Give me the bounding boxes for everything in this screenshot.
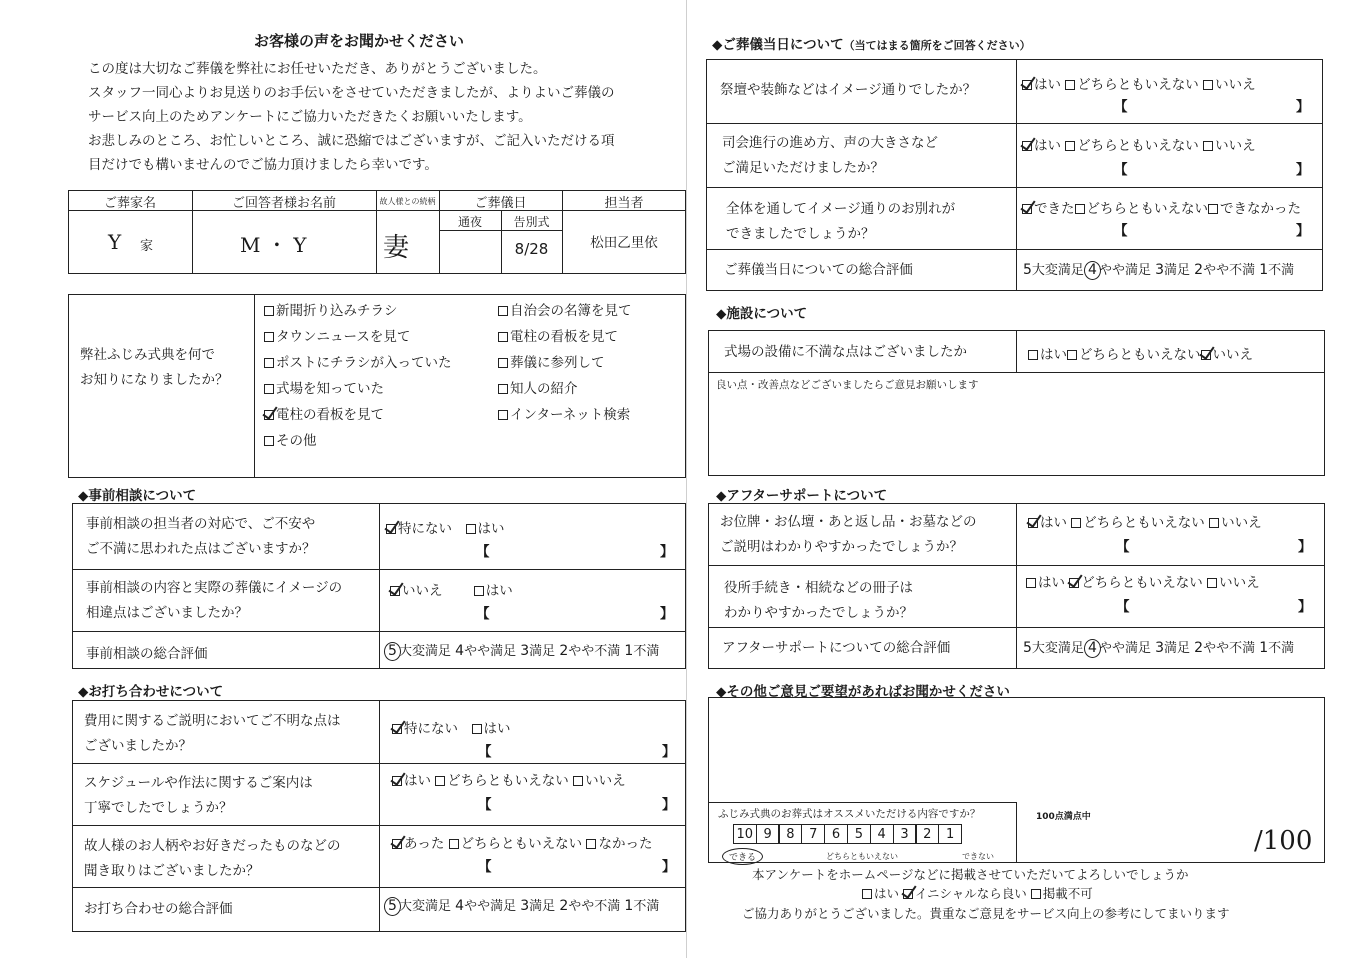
- publish-options: はい イニシャルなら良い 掲載不可: [862, 884, 1093, 902]
- bracket-close: 】: [660, 606, 674, 622]
- after-q2-options: はい どちらともいえない いいえ: [1026, 571, 1260, 591]
- bracket-open: 【: [1116, 599, 1130, 615]
- checkbox-checked[interactable]: [1022, 141, 1032, 151]
- checkbox[interactable]: [472, 724, 482, 734]
- facility-comment-area[interactable]: [714, 392, 1318, 470]
- section-prior-heading: ◆事前相談について: [78, 488, 197, 504]
- day-q3: 全体を通してイメージ通りのお別れが できましたでしょうか？: [726, 201, 956, 242]
- bracket-open: 【: [1116, 539, 1130, 555]
- checkbox-checked[interactable]: [1028, 518, 1038, 528]
- day-q3-options: できた どちらともいえない できなかった: [1022, 197, 1301, 217]
- bracket-open: 【: [478, 859, 492, 875]
- checkbox[interactable]: [1065, 141, 1075, 151]
- checkbox[interactable]: [435, 776, 445, 786]
- checkbox-checked[interactable]: [392, 724, 402, 734]
- scale-cell[interactable]: 2: [915, 824, 939, 844]
- bracket-close: 】: [662, 797, 676, 813]
- survey-title: お客様の声をお聞かせください: [254, 32, 465, 50]
- checkbox[interactable]: [498, 306, 508, 316]
- section-other-heading: ◆その他ご意見ご要望があればお聞かせください: [716, 684, 1010, 700]
- source-option-pole-sign-a[interactable]: 電柱の看板を見て: [498, 325, 618, 345]
- scale-cell[interactable]: 8: [778, 824, 802, 844]
- day-q2: 司会進行の進め方、声の大きさなど ご満足いただけましたか？: [722, 135, 938, 176]
- checkbox[interactable]: [466, 524, 476, 534]
- checkbox[interactable]: [1209, 518, 1219, 528]
- facility-q1-options: はい どちらともいえない いいえ: [1028, 343, 1253, 363]
- source-option-referral[interactable]: 知人の紹介: [498, 377, 578, 397]
- scale-cell[interactable]: 3: [893, 824, 917, 844]
- section-day-heading: ◆ご葬儀当日について（当てはまる箇所をご回答ください）: [712, 37, 1031, 53]
- bracket-open: 【: [1114, 99, 1128, 115]
- checkbox[interactable]: [498, 358, 508, 368]
- day-rating: 5大変満足 4 やや満足 3満足 2やや不満 1不満: [1023, 262, 1295, 278]
- scale-cell[interactable]: 6: [824, 824, 848, 844]
- prior-q1: 事前相談の担当者の対応で、ご不安や ご不満に思われた点はございますか？: [86, 516, 316, 557]
- checkbox[interactable]: [573, 776, 583, 786]
- after-q1: お位牌・お仏壇・あと返し品・お墓などの ご説明はわかりやすかったでしょうか？: [720, 514, 977, 555]
- checkbox[interactable]: [862, 889, 872, 899]
- recommend-question: ふじみ式典のお葬式はオススメいただける内容ですか？: [718, 808, 981, 820]
- source-option-attended[interactable]: 葬儀に参列して: [498, 351, 605, 371]
- points-value: /100: [1254, 826, 1313, 856]
- bracket-open: 【: [478, 744, 492, 760]
- checkbox-checked[interactable]: [1022, 204, 1032, 214]
- meeting-q2: スケジュールや作法に関するご案内は 丁寧でしたでしょうか？: [84, 775, 313, 816]
- meeting-q1-options: 特にない はい: [392, 717, 511, 737]
- thanks-text: ご協力ありがとうございました。貴重なご意見をサービス向上の参考にしてまいります: [742, 906, 1230, 921]
- meeting-q2-options: はい どちらともいえない いいえ: [392, 769, 626, 789]
- bracket-open: 【: [1114, 162, 1128, 178]
- source-question: 弊社ふじみ式典を何で お知りになりましたか？: [80, 347, 229, 388]
- scale-cell[interactable]: 7: [801, 824, 825, 844]
- publish-question: 本アンケートをホームページなどに掲載させていただいてよろしいでしょうか: [752, 867, 1189, 882]
- bracket-open: 【: [476, 544, 490, 560]
- relation-value: 妻: [383, 233, 410, 263]
- facility-q1: 式場の設備に不満な点はございましたか: [724, 344, 967, 360]
- header-staff: 担当者: [604, 196, 644, 211]
- header-family: ご葬家名: [103, 196, 156, 211]
- after-q3: アフターサポートについての総合評価: [722, 640, 951, 656]
- source-option-association[interactable]: 自治会の名簿を見て: [498, 299, 632, 319]
- source-option-knew-hall[interactable]: 式場を知っていた: [264, 377, 384, 397]
- checkbox[interactable]: [1203, 80, 1213, 90]
- other-comment-area[interactable]: [714, 704, 1318, 800]
- section-meeting-heading: ◆お打ち合わせについて: [78, 684, 224, 700]
- checkbox[interactable]: [1208, 204, 1218, 214]
- source-option-internet[interactable]: インターネット検索: [498, 403, 630, 423]
- scale-label-right: できない: [962, 852, 994, 861]
- checkbox[interactable]: [264, 332, 274, 342]
- checkbox-checked[interactable]: [386, 524, 396, 534]
- facility-comment-label: 良い点・改善点などございましたらご意見お願いします: [716, 379, 979, 391]
- source-option-other[interactable]: その他: [264, 429, 317, 449]
- scale-cell[interactable]: 4: [870, 824, 894, 844]
- checkbox[interactable]: [264, 306, 274, 316]
- day-q2-options: はい どちらともいえない いいえ: [1022, 134, 1256, 154]
- recommend-scale: [734, 824, 962, 844]
- after-q2: 役所手続き・相続などの冊子は わかりやすかったでしょうか？: [724, 580, 913, 621]
- header-relation: 故人様との続柄: [379, 197, 436, 206]
- checkbox-checked[interactable]: [1069, 578, 1079, 588]
- day-q4: ご葬儀当日についての総合評価: [724, 262, 913, 278]
- bracket-close: 】: [660, 544, 674, 560]
- prior-q3: 事前相談の総合評価: [86, 646, 208, 662]
- checkbox-checked[interactable]: [390, 586, 400, 596]
- prior-q2: 事前相談の内容と実際の葬儀にイメージの 相違点はございましたか？: [86, 580, 343, 621]
- meeting-q3: 故人様のお人柄やお好きだったものなどの 聞き取りはございましたか？: [84, 838, 341, 879]
- source-option-newspaper[interactable]: 新聞折り込みチラシ: [264, 299, 398, 319]
- bracket-close: 】: [1296, 162, 1310, 178]
- scale-label-left: できる: [722, 848, 763, 865]
- checkbox[interactable]: [1065, 80, 1075, 90]
- day-q1-options: はい どちらともいえない いいえ: [1022, 73, 1256, 93]
- scale-label-mid: どちらともいえない: [826, 852, 898, 861]
- checkbox-checked[interactable]: [392, 776, 402, 786]
- checkbox[interactable]: [1031, 889, 1041, 899]
- checkbox-checked[interactable]: [903, 889, 913, 899]
- respondent-name: M ・ Y: [240, 233, 307, 257]
- after-q1-options: はい どちらともいえない いいえ: [1028, 511, 1262, 531]
- checkbox[interactable]: [1203, 141, 1213, 151]
- checkbox[interactable]: [449, 839, 459, 849]
- kokubetsu-value: 8/28: [514, 240, 549, 258]
- day-q1: 祭壇や装飾などはイメージ通りでしたか？: [720, 82, 977, 98]
- page-fold: [686, 0, 687, 958]
- checkbox[interactable]: [264, 358, 274, 368]
- checkbox[interactable]: [264, 436, 274, 446]
- checkbox[interactable]: [1067, 350, 1077, 360]
- header-tsuya: 通夜: [457, 215, 482, 229]
- checkbox[interactable]: [586, 839, 596, 849]
- checkbox[interactable]: [1071, 518, 1081, 528]
- staff-value: 松田乙里依: [590, 235, 658, 251]
- scale-cell[interactable]: 1: [938, 824, 962, 844]
- header-kokubetsu: 告別式: [513, 215, 550, 229]
- section-facility-heading: ◆施設について: [716, 306, 808, 322]
- points-label: 100点満点中: [1036, 812, 1091, 822]
- scale-cell[interactable]: 9: [756, 824, 780, 844]
- section-after-heading: ◆アフターサポートについて: [716, 488, 888, 504]
- scale-cell[interactable]: 5: [847, 824, 871, 844]
- meeting-q1: 費用に関するご説明においてご不明な点は ございましたか？: [84, 713, 341, 754]
- after-rating: 5大変満足 4 やや満足 3満足 2やや不満 1不満: [1023, 640, 1295, 656]
- checkbox[interactable]: [1026, 578, 1036, 588]
- bracket-open: 【: [1114, 223, 1128, 239]
- bracket-close: 】: [662, 859, 676, 875]
- bracket-close: 】: [1296, 99, 1310, 115]
- checkbox[interactable]: [498, 410, 508, 420]
- checkbox[interactable]: [1075, 204, 1085, 214]
- source-option-flyer[interactable]: ポストにチラシが入っていた: [264, 351, 452, 371]
- checkbox[interactable]: [1028, 350, 1038, 360]
- meeting-q4: お打ち合わせの総合評価: [84, 901, 233, 917]
- source-option-pole-sign-b[interactable]: 電柱の看板を見て: [264, 403, 384, 423]
- checkbox[interactable]: [498, 332, 508, 342]
- bracket-open: 【: [478, 797, 492, 813]
- prior-q2-options: いいえ はい: [390, 579, 513, 599]
- intro-text: この度は大切なご葬儀を弊社にお任せいただき、ありがとうございました。 スタッフ一同心よりお見送りのお手伝いをさせていただきましたが、よりよいご葬儀の サービス向上のためアンケートにご協力いただきたくお願いいたします。 お悲しみのところ、お忙しいところ、誠に恐縮ではございますが、ご記入いただける項 目だけでも構いませんのでご協力頂けましたら幸いです。: [88, 61, 615, 173]
- checkbox[interactable]: [498, 384, 508, 394]
- bracket-close: 】: [1296, 223, 1310, 239]
- checkbox[interactable]: [1207, 578, 1217, 588]
- prior-rating: 5 大変満足 4やや満足 3満足 2やや不満 1不満: [384, 640, 659, 661]
- checkbox-checked[interactable]: [264, 410, 274, 420]
- bracket-open: 【: [476, 606, 490, 622]
- family-suffix: 家: [140, 239, 154, 254]
- checkbox-checked[interactable]: [1022, 80, 1032, 90]
- header-respondent: ご回答者様お名前: [231, 196, 336, 211]
- checkbox-checked[interactable]: [392, 839, 402, 849]
- prior-q1-options: 特にない はい: [386, 517, 505, 537]
- family-initial: Y: [108, 230, 122, 254]
- meeting-q3-options: あった どちらともいえない なかった: [392, 832, 652, 852]
- source-option-town-news[interactable]: タウンニュースを見て: [264, 325, 410, 345]
- checkbox[interactable]: [474, 586, 484, 596]
- meeting-rating: 5 大変満足 4やや満足 3満足 2やや不満 1不満: [384, 895, 659, 916]
- checkbox[interactable]: [264, 384, 274, 394]
- scale-cell[interactable]: 10: [733, 824, 757, 844]
- bracket-close: 】: [1298, 599, 1312, 615]
- checkbox-checked[interactable]: [1201, 350, 1211, 360]
- bracket-close: 】: [662, 744, 676, 760]
- bracket-close: 】: [1298, 539, 1312, 555]
- header-date: ご葬儀日: [474, 196, 527, 211]
